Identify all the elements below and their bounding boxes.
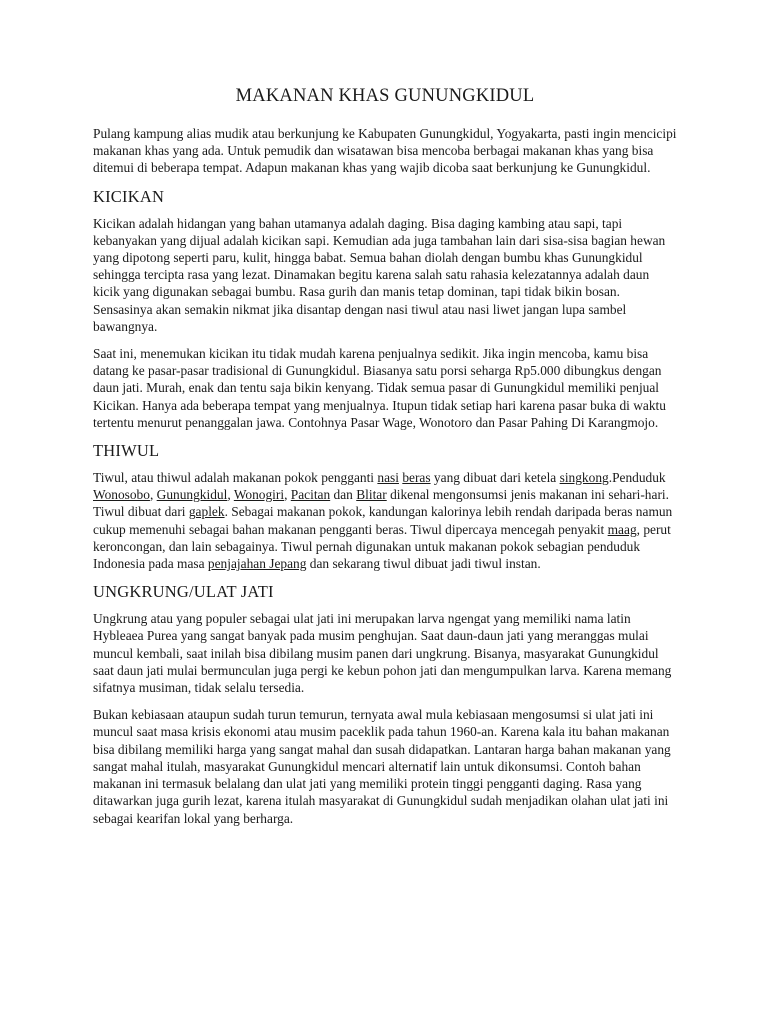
kicikan-paragraph-2: Saat ini, menemukan kicikan itu tidak mudah karena penjualnya sedikit. Jika ingin mencoba, kamu bisa datang ke pasar-pasar tradisional di Gunungkidul. Biasanya satu porsi seharga Rp5.000 dibungkus dengan daun jati. Murah, enak dan tentu saja bikin kenyang. Tidak semua pasar di Gunungkidul memiliki penjual Kicikan. Hanya ada beberapa tempat yang menjualnya. Itupun tidak setiap hari karena pasar buka di waktu tertentu menurut penanggalan jawa. Contohnya Pasar Wage, Wonotoro dan Pasar Pahing Di Karangmojo. bbox=[93, 346, 666, 430]
kicikan-paragraph-1: Kicikan adalah hidangan yang bahan utamanya adalah daging. Bisa daging kambing atau sapi, tapi kebanyakan yang dijual adalah kicikan sapi. Kemudian ada juga tambahan lain dari sisa-sisa bagian hewan yang dipotong seperti paru, kulit, hingga babat. Semua bahan diolah dengan bumbu khas Gunungkidul sehingga tercipta rasa yang lezat. Dinamakan begitu karena salah satu rahasia kelezatannya adalah daun kicik yang digunakan sebagai bumbu. Rasa gurih dan manis tetap dominan, tapi tidak bikin bosan. Sensasinya akan semakin nikmat jika disantap dengan nasi tiwul atau nasi liwet jangan lupa sambel bawangnya. bbox=[93, 215, 666, 334]
link-pacitan[interactable]: Pacitan bbox=[290, 487, 331, 503]
text-run: dan sekarang tiwul dibuat jadi tiwul instan. bbox=[306, 556, 541, 572]
text-run: . Sebagai makanan pokok, kandungan kalorinya lebih rendah daripada beras namun cukup memenuhi sebagai bahan makanan pengganti beras. Tiwul dipercaya mencegah penyakit bbox=[93, 504, 673, 537]
link-wonogiri[interactable]: Wonogiri bbox=[233, 487, 285, 503]
link-penjajahan-jepang[interactable]: penjajahan Jepang bbox=[207, 556, 307, 572]
text-run: dan bbox=[330, 487, 357, 503]
thiwul-heading: THIWUL bbox=[93, 441, 160, 461]
link-wonosobo[interactable]: Wonosobo bbox=[93, 487, 150, 503]
ungkrung-paragraph-2: Bukan kebiasaan ataupun sudah turun temurun, ternyata awal mula kebiasaan mengosumsi si ulat jati ini muncul saat masa krisis ekonomi atau musim paceklik pada tahun 1960-an. Karena kala itu bahan makanan bisa dibilang memiliki harga yang sangat mahal dan susah didapatkan. Lantaran harga bahan makanan yang sangat mahal itulah, masyarakat Gunungkidul mencari alternatif lain untuk dikonsumsi. Contoh bahan makanan ini termasuk belalang dan ulat jati yang memiliki protein tinggi pengganti daging. Rasa yang ditawarkan juga gurih lezat, karena itulah masyarakat di Gunungkidul sudah menjadikan olahan ulat jati ini sebagai kearifan lokal yang berharga. bbox=[93, 707, 671, 826]
link-gunungkidul[interactable]: Gunungkidul bbox=[156, 487, 228, 503]
section-thiwul bbox=[93, 441, 677, 572]
section-ungkrung bbox=[93, 582, 677, 826]
link-singkong[interactable]: singkong bbox=[559, 470, 609, 486]
link-beras[interactable]: beras bbox=[402, 470, 431, 486]
kicikan-heading: KICIKAN bbox=[93, 186, 165, 206]
text-run: dikenal mengonsumsi jenis makanan ini sehari-hari. Tiwul dibuat dari bbox=[93, 487, 669, 520]
intro-paragraph: Pulang kampung alias mudik atau berkunjung ke Kabupaten Gunungkidul, Yogyakarta, pasti ingin mencicipi makanan khas yang ada. Untuk pemudik dan wisatawan bisa mencoba berbagai makanan khas yang bisa ditemui di beberapa tempat. Adapun makanan khas yang wajib dicoba saat berkunjung ke Gunungkidul. bbox=[93, 126, 677, 176]
section-kicikan bbox=[93, 187, 677, 431]
link-maag[interactable]: maag bbox=[607, 521, 637, 537]
link-nasi[interactable]: nasi bbox=[377, 470, 399, 486]
text-run: Tiwul, atau thiwul adalah makanan pokok pengganti bbox=[93, 470, 378, 486]
text-run: , perut keroncongan, dan lain sebagainya. Tiwul pernah digunakan untuk makanan pokok sebagian penduduk Indonesia pada masa bbox=[93, 521, 671, 572]
text-run: , bbox=[227, 487, 234, 503]
text-run: yang dibuat dari ketela bbox=[430, 470, 560, 486]
document-title: MAKANAN KHAS GUNUNGKIDUL bbox=[235, 86, 535, 106]
text-run: .Penduduk bbox=[608, 470, 666, 486]
text-run: , bbox=[149, 487, 157, 503]
document-body bbox=[93, 86, 677, 837]
ungkrung-heading: UNGKRUNG/ULAT JATI bbox=[93, 582, 274, 602]
text-run: , bbox=[284, 487, 291, 503]
ungkrung-paragraph-1: Ungkrung atau yang populer sebagai ulat jati ini merupakan larva ngengat yang memiliki nama latin Hybleaea Purea yang sangat banyak pada musim penghujan. Saat daun-daun jati yang meranggas mulai muncul kembali, saat inilah bisa dibilang musim panen dari ungkrung. Bisanya, masyarakat Gunungkidul saat daun jati mulai bermunculan juga pergi ke kebun pohon jati dan mengumpulkan larva. Karena memang sifatnya musiman, tidak selalu tersedia. bbox=[93, 611, 672, 696]
link-blitar[interactable]: Blitar bbox=[356, 487, 387, 503]
thiwul-paragraph bbox=[93, 469, 677, 572]
link-gaplek[interactable]: gaplek bbox=[188, 504, 225, 520]
